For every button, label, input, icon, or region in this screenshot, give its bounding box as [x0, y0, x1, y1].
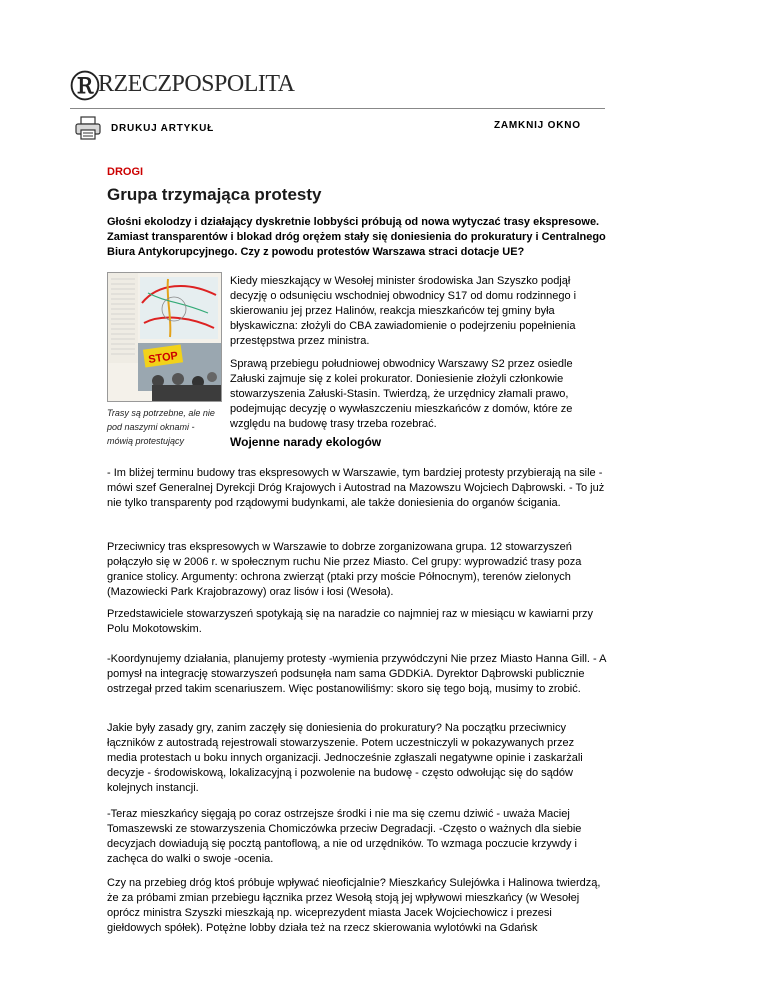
article-paragraph: Sprawą przebiegu południowej obwodnicy Warszawy S2 przez osiedle Załuski zajmuje się z kolei prokurator. Doniesienie złożyli członkowie stowarzyszenia Załuski-Stasin. Twierdzą, że urzędnicy złamali prawo, podejmując decyzję o wywłaszczeniu mieszkańców z domów, które ze względu na budowę trasy trzeba rozebrać.: [230, 358, 573, 430]
section-label: DROGI: [107, 166, 144, 178]
printer-icon: [75, 116, 101, 140]
article-paragraph: -Koordynujemy działania, planujemy protesty -wymienia przywódczyni Nie przez Miasto Hanna Gill. - A pomysł na integrację stowarzyszeń podsunęła nam sama GDDKiA. Dyrektor Dąbrowski publicznie ostrzegał przed takim scenariuszem. Więc postanowiliśmy: skoro się tego boją, musimy to zrobić.: [107, 653, 606, 695]
logo-emblem: Ⓡ: [70, 71, 100, 104]
article-paragraph: Kiedy mieszkający w Wesołej minister środowiska Jan Szyszko podjął decyzję o odsunięciu wschodniej obwodnicy S17 od domu rodzinnego i skierowaniu jej przez Halinów, reakcja mieszkańców tej gminy była błyskawiczna: złożyli do CBA zawiadomienie o podejrzeniu popełnienia przestępstwa przez ministra.: [230, 275, 577, 347]
article-paragraph: Jakie były zasady gry, zanim zaczęły się doniesienia do prokuratury? Na początku przeciwnicy łączników z autostradą rejestrowali stowarzyszenie. Potem uczestniczyli w pokazywanych przez media protestach u boku innych organizacji. Jednocześnie zgłaszali negatywne opinie i zaskarżali decyzje - środowiskową, lokalizacyjną i pozwolenie na budowę - często odwołując się do sądów kolejnych instancji.: [107, 722, 583, 794]
article-paragraph: Czy na przebieg dróg ktoś próbuje wpływać nieoficjalnie? Mieszkańcy Sulejówka i Halinowa twierdzą, że za próbami zmian przebiegu łącznika przez Wesołą stoją jej wpływowi mieszkańcy (w Wesołej oprócz ministra Szyszki mieszkają np. wiceprezydent miasta Jacek Wojciechowicz i prezesi giełdowych spółek). Potężne lobby działa też na rzecz skierowania wylotówki na Gdańsk: [107, 877, 601, 934]
print-article-label[interactable]: DRUKUJ ARTYKUŁ: [111, 122, 215, 134]
article-title: Grupa trzymająca protesty: [107, 185, 322, 204]
article-subheading: Wojenne narady ekologów: [230, 435, 382, 449]
print-article-button[interactable]: [75, 116, 214, 140]
image-sign-text: STOP: [147, 349, 179, 367]
logo-text: RZECZPOSPOLITA: [98, 70, 295, 97]
article-paragraph: -Teraz mieszkańcy sięgają po coraz ostrzejsze środki i nie ma się czemu dziwić - uważa Maciej Tomaszewski ze stowarzyszenia Chomiczówka przeciw Degradacji. -Często o ważnych dla siebie decyzjach dowiadują się pocztą pantoflową, a nie od urzędników. To wzmaga poczucie krzywdy i zachęca do walki o swoje -ocenia.: [107, 808, 582, 865]
article-paragraph: Przedstawiciele stowarzyszeń spotykają się na naradzie co najmniej raz w miesiącu w kawiarni przy Polu Mokotowskim.: [107, 608, 594, 635]
site-logo: [70, 70, 295, 104]
article-paragraph: - Im bliżej terminu budowy tras ekspresowych w Warszawie, tym bardziej protesty przybierają na sile -mówi szef Generalnej Dyrekcji Dróg Krajowych i Autostrad na Mazowszu Wojciech Dąbrowski. - To już nie tylko transparenty pod rządowymi budynkami, ale także doniesienia do organów ścigania.: [107, 467, 605, 509]
article-paragraph: Przeciwnicy tras ekspresowych w Warszawie to dobrze zorganizowana grupa. 12 stowarzyszeń połączyło się w 2006 r. w społecznym ruchu Nie przez Miasto. Cel grupy: wyprowadzić trasy poza granice stolicy. Argumenty: ochrona zwierząt (ptaki przy moście Północnym), terenów zielonych (Mazowiecki Park Krajobrazowy) oraz lisów i łosi (Wesoła).: [107, 541, 582, 598]
image-caption: Trasy są potrzebne, ale nie pod naszymi oknami - mówią protestujący: [107, 408, 215, 446]
article-lead: Głośni ekolodzy i działający dyskretnie lobbyści próbują od nowa wytyczać trasy ekspresowe. Zamiast transparentów i blokad dróg orężem stały się doniesienia do prokuratury i Centralnego Biura Antykorupcyjnego. Czy z powodu protestów Warszawa straci dotacje UE?: [107, 216, 606, 258]
header-divider: [70, 108, 605, 109]
article-image: [107, 272, 222, 402]
close-window-button[interactable]: ZAMKNIJ OKNO: [494, 120, 581, 131]
article-figure: [107, 272, 222, 448]
